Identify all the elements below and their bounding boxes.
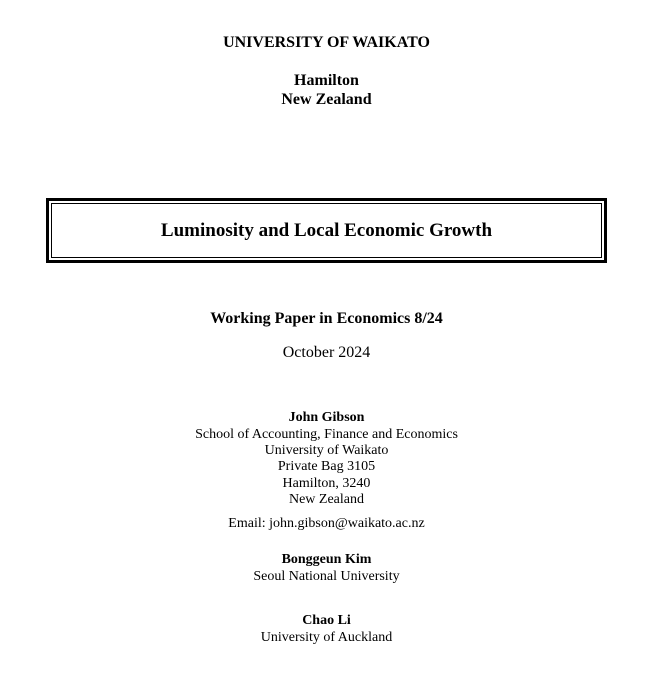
institution-city: Hamilton	[294, 72, 359, 89]
author-2-affiliation: Seoul National University	[253, 569, 400, 584]
title-frame-inner	[51, 203, 602, 258]
author-name-1: John Gibson	[288, 410, 365, 425]
author-1-affiliation-line: New Zealand	[288, 492, 365, 507]
author-name-2: Bonggeun Kim	[281, 552, 372, 567]
institution-name: UNIVERSITY OF WAIKATO	[223, 34, 430, 51]
author-1-email: Email: john.gibson@waikato.ac.nz	[228, 516, 425, 531]
working-paper-series: Working Paper in Economics 8/24	[210, 310, 443, 327]
author-name-3: Chao Li	[302, 613, 351, 628]
author-1-affiliation-line: Hamilton, 3240	[282, 476, 371, 491]
author-1-affiliation-line: Private Bag 3105	[277, 459, 376, 474]
author-1-affiliation-line: University of Waikato	[264, 443, 389, 458]
author-1-affiliation-line: School of Accounting, Finance and Economics	[195, 427, 458, 442]
paper-title: Luminosity and Local Economic Growth	[160, 220, 493, 241]
author-3-affiliation: University of Auckland	[260, 630, 393, 645]
title-frame	[46, 198, 607, 263]
institution-country: New Zealand	[281, 91, 372, 108]
publication-date: October 2024	[282, 344, 371, 361]
